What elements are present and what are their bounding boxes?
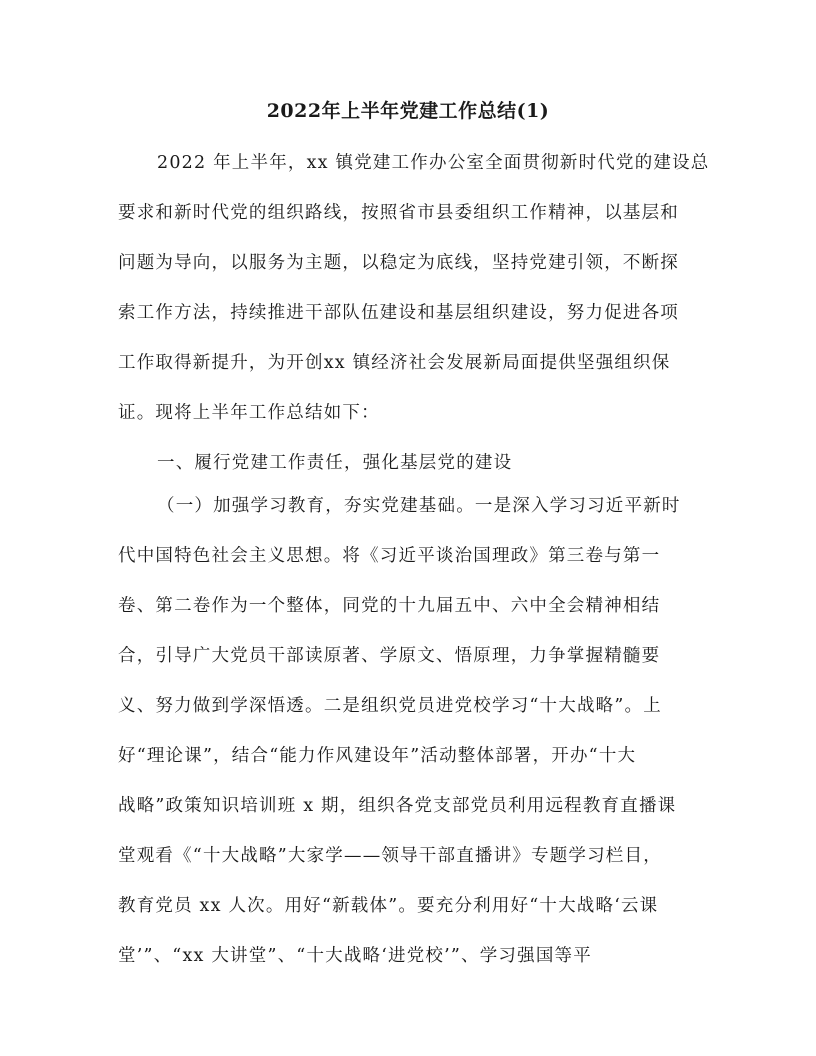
paragraph-line: 索工作方法，持续推进干部队伍建设和基层组织建设，努力促进各项 [118, 303, 679, 323]
paragraph-line: 代中国特色社会主义思想。将《习近平谈治国理政》第三卷与第一 [118, 546, 661, 566]
paragraph-line: 工作取得新提升，为开创xx 镇经济社会发展新局面提供坚强组织保 [118, 353, 671, 373]
paragraph-line: 2022 年上半年，xx 镇党建工作办公室全面贯彻新时代党的建设总 [157, 153, 710, 173]
paragraph-line: 卷、第二卷作为一个整体，同党的十九届五中、六中全会精神相结 [118, 596, 661, 616]
paragraph-line: 堂观看《“十大战略”大家学——领导干部直播讲》专题学习栏目， [118, 846, 662, 866]
paragraph-line: 问题为导向，以服务为主题，以稳定为底线，坚持党建引领，不断探 [118, 253, 679, 273]
paragraph-line: 教育党员 xx 人次。用好“新载体”。要充分利用好“十大战略‘云课 [118, 896, 659, 916]
paragraph-line: （一）加强学习教育，夯实党建基础。一是深入学习习近平新时 [157, 496, 681, 516]
document-title: 2022年上半年党建工作总结(1) [266, 100, 550, 122]
paragraph-line: 战略”政策知识培训班 x 期，组织各党支部党员利用远程教育直播课 [118, 796, 677, 816]
paragraph-line: 要求和新时代党的组织路线，按照省市县委组织工作精神，以基层和 [118, 203, 679, 223]
paragraph-line: 好“理论课”，结合“能力作风建设年”活动整体部署，开办“十大 [118, 746, 637, 766]
section-heading: 一、履行党建工作责任，强化基层党的建设 [157, 453, 513, 473]
paragraph-line: 证。现将上半年工作总结如下： [118, 403, 380, 423]
paragraph-line: 堂’”、“xx 大讲堂”、“十大战略‘进党校’”、学习强国等平 [118, 946, 592, 966]
paragraph-line: 义、努力做到学深悟透。二是组织党员进党校学习“十大战略”。上 [118, 696, 662, 716]
paragraph-line: 合，引导广大党员干部读原著、学原文、悟原理，力争掌握精髓要 [118, 646, 661, 666]
